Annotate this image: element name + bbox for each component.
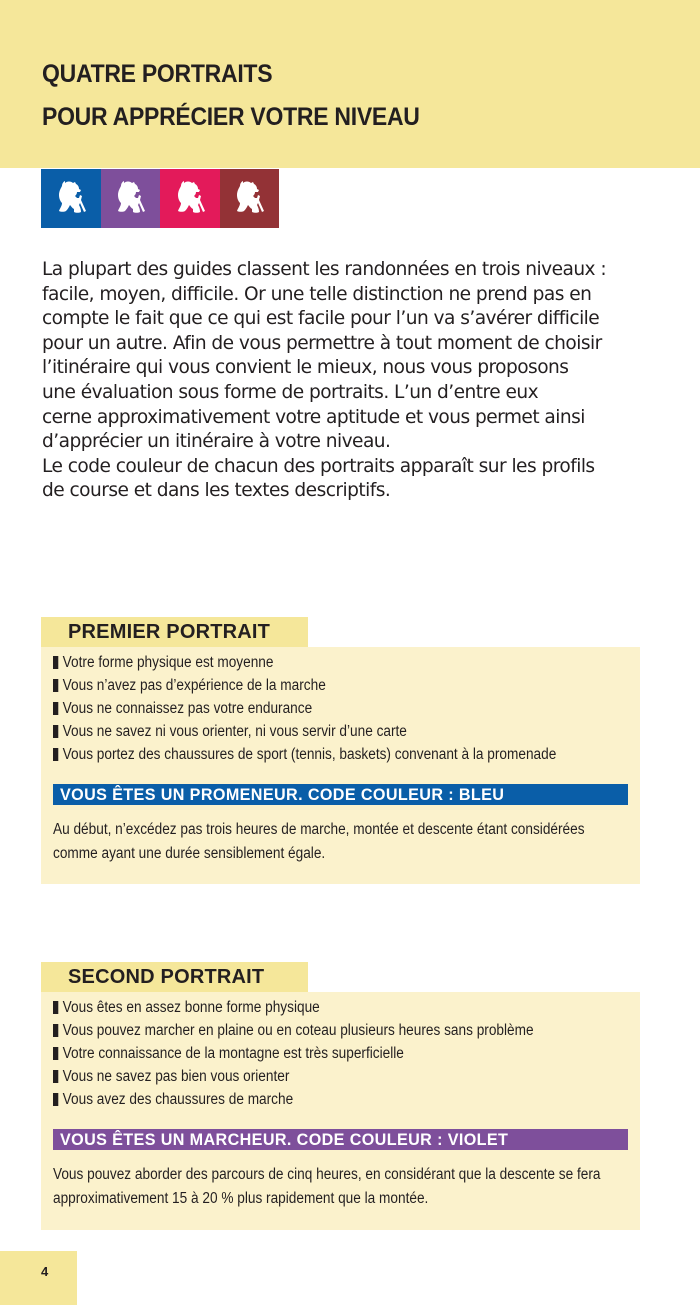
list-item xyxy=(53,697,570,720)
color-code-label: VOUS ÊTES UN MARCHEUR. CODE COULEUR : VIOLET xyxy=(60,1130,509,1149)
color-code-label: VOUS ÊTES UN PROMENEUR. CODE COULEUR : BLEU xyxy=(60,785,505,804)
bullet-square-icon xyxy=(53,1001,58,1014)
portrait-1-box xyxy=(41,647,640,884)
list-item xyxy=(53,1019,570,1042)
hiker-bear-icon xyxy=(48,176,94,222)
bullet-square-icon xyxy=(53,1024,58,1037)
color-code-bar-blue xyxy=(53,784,628,805)
list-item xyxy=(53,720,570,743)
level-icon-promeneur xyxy=(41,169,101,228)
intro-line: Le code couleur de chacun des portraits apparaît sur les profils xyxy=(42,455,595,477)
portrait-2-advice xyxy=(53,1163,633,1210)
list-item-text: Vous êtes en assez bonne forme physique xyxy=(62,999,320,1016)
advice-line: approximativement 15 à 20 % plus rapidement que la montée. xyxy=(53,1189,429,1207)
advice-line: Au début, n’excédez pas trois heures de marche, montée et descente étant considérées xyxy=(53,821,585,838)
list-item-text: Vous pouvez marcher en plaine ou en coteau plusieurs heures sans problème xyxy=(62,1022,534,1039)
intro-line: une évaluation sous forme de portraits. L’un d’entre eux xyxy=(42,381,539,403)
page-title-line-2: POUR APPRÉCIER VOTRE NIVEAU xyxy=(42,103,420,131)
intro-line: l’itinéraire qui vous convient le mieux, nous vous proposons xyxy=(42,357,569,379)
portrait-1-advice xyxy=(53,818,633,865)
bullet-square-icon xyxy=(53,1047,58,1060)
list-item xyxy=(53,1042,570,1065)
portrait-2-box xyxy=(41,992,640,1230)
list-item-text: Vous ne savez ni vous orienter, ni vous servir d’une carte xyxy=(62,723,407,740)
portrait-2-title: SECOND PORTRAIT xyxy=(41,962,308,992)
bullet-square-icon xyxy=(53,748,58,761)
page-number: 4 xyxy=(41,1264,49,1279)
list-item-text: Votre forme physique est moyenne xyxy=(62,654,274,671)
page-title-line-1: QUATRE PORTRAITS xyxy=(42,60,273,88)
level-icon-randonneur xyxy=(160,169,220,228)
advice-line: Vous pouvez aborder des parcours de cinq heures, en considérant que la descente se fera xyxy=(53,1166,601,1183)
bullet-square-icon xyxy=(53,725,58,738)
bullet-square-icon xyxy=(53,1070,58,1083)
level-icon-marcheur xyxy=(101,169,161,228)
advice-line: comme ayant une durée sensiblement égale. xyxy=(53,844,326,862)
intro-line: d’apprécier un itinéraire à votre niveau. xyxy=(42,431,391,453)
hiker-bear-icon xyxy=(167,176,213,222)
portrait-1-title: PREMIER PORTRAIT xyxy=(41,617,308,647)
hiker-bear-icon xyxy=(107,176,153,222)
list-item-text: Vous ne savez pas bien vous orienter xyxy=(62,1068,290,1085)
list-item xyxy=(53,996,570,1019)
header-band xyxy=(0,0,700,168)
intro-line: de course et dans les textes descriptifs. xyxy=(42,480,391,502)
bullet-square-icon xyxy=(53,1093,58,1106)
list-item-text: Vous avez des chaussures de marche xyxy=(62,1091,294,1108)
page-number-box xyxy=(0,1251,77,1305)
list-item xyxy=(53,1065,570,1088)
list-item xyxy=(53,674,570,697)
intro-line: La plupart des guides classent les randonnées en trois niveaux : xyxy=(42,259,607,280)
bullet-square-icon xyxy=(53,702,58,715)
list-item xyxy=(53,651,570,674)
level-icon-strip xyxy=(41,169,279,228)
list-item xyxy=(53,1088,570,1111)
intro-line: facile, moyen, difficile. Or une telle distinction ne prend pas en xyxy=(42,283,592,305)
hiker-bear-icon xyxy=(226,176,272,222)
list-item-text: Vous n’avez pas d’expérience de la marche xyxy=(62,677,326,694)
color-code-bar-violet xyxy=(53,1129,628,1150)
list-item xyxy=(53,743,570,766)
bullet-square-icon xyxy=(53,679,58,692)
list-item-text: Vous portez des chaussures de sport (tennis, baskets) convenant à la promenade xyxy=(62,746,557,763)
intro-line: pour un autre. Afin de vous permettre à tout moment de choisir xyxy=(42,332,602,354)
intro-line: cerne approximativement votre aptitude et vous permet ainsi xyxy=(42,406,585,428)
list-item-text: Votre connaissance de la montagne est très superficielle xyxy=(62,1045,404,1062)
portrait-2-bullets xyxy=(41,992,640,1111)
intro-paragraph xyxy=(42,258,642,504)
bullet-square-icon xyxy=(53,656,58,669)
portrait-1-bullets xyxy=(41,647,640,766)
intro-line: compte le fait que ce qui est facile pour l’un va s’avérer difficile xyxy=(42,308,600,330)
list-item-text: Vous ne connaissez pas votre endurance xyxy=(62,700,313,717)
level-icon-montagnard xyxy=(220,169,280,228)
